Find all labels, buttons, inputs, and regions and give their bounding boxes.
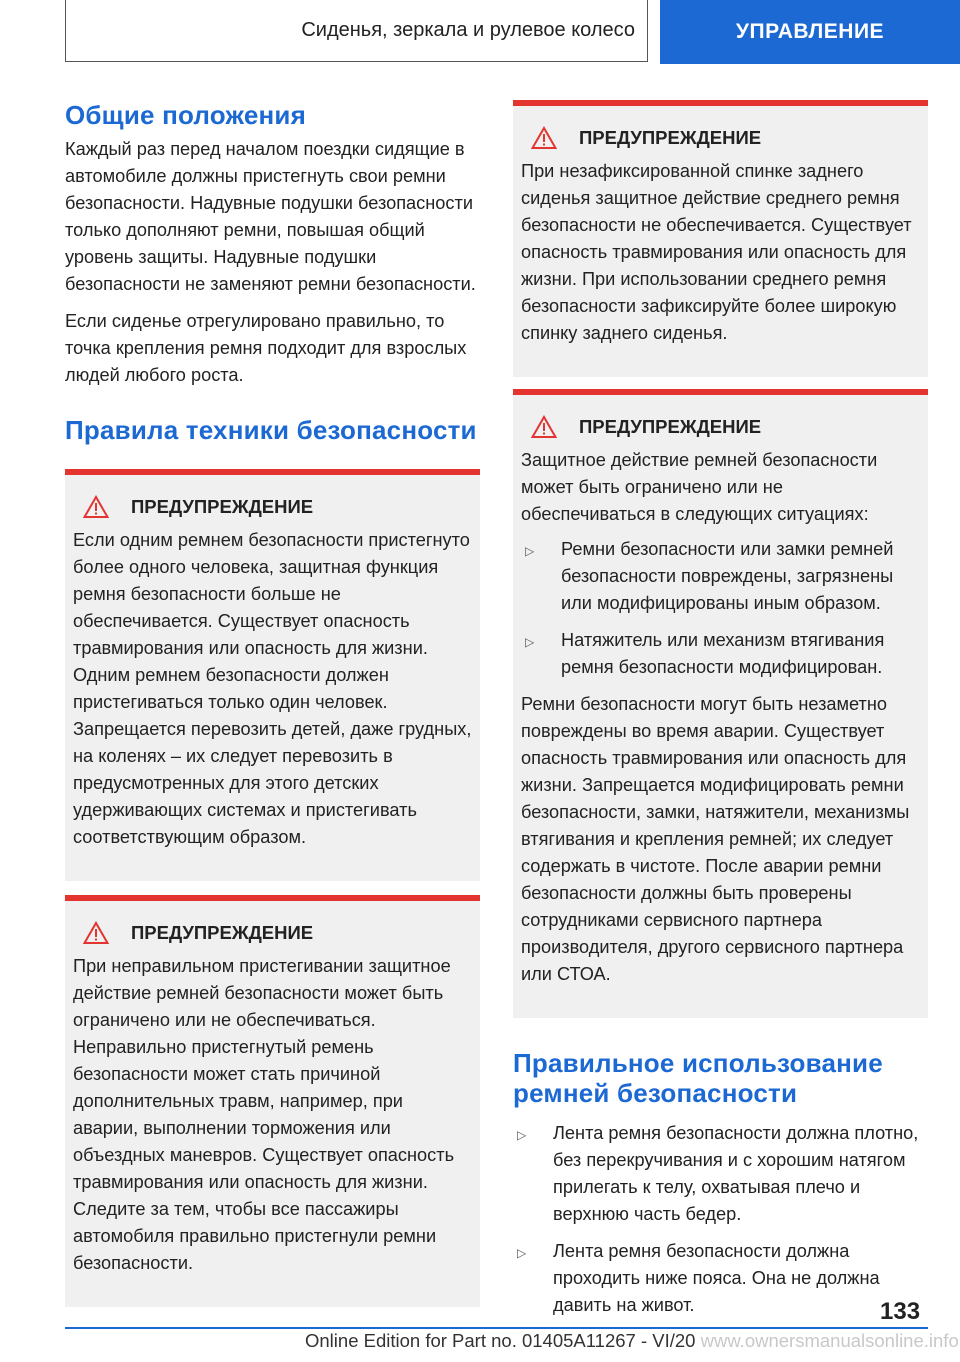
usage-list [513, 1120, 928, 1319]
footer [305, 1330, 959, 1352]
warning-title-text: ПРЕДУПРЕЖДЕНИЕ [579, 416, 762, 437]
warning-box [65, 895, 480, 1307]
triangle-bullet-icon: ▷ [517, 1128, 527, 1142]
triangle-bullet-icon: ▷ [517, 1246, 527, 1260]
warning-triangle-icon [83, 921, 109, 945]
warning-triangle-icon [531, 126, 557, 150]
warning-list [521, 536, 920, 681]
warning-title [73, 919, 472, 947]
left-column [65, 100, 480, 1307]
warning-intro: Защитное действие ремней безопасности может быть ограничено или не обеспечиваться в следующих ситуациях: [521, 450, 878, 524]
warning-text: Если одним ремнем безопасности пристегнуто более одного человека, защитная функция ремня безопасности больше не обеспечивается. Существует опасность травмирования или опасность для жизни. Одним ремнем безопасности должен пристегиваться только один человек. Запрещается перевозить детей, даже грудных, на коленях – их следует перевозить в предусмотренных для этого детских удерживающих системах и пристегивать соответствующим образом. [73, 530, 472, 847]
warning-text: При неправильном пристегивании защитное действие ремней безопасности может быть ограничено или не обеспечиваться. Неправильно пристегнутый ремень безопасности может стать причиной дополнительных травм, например, при аварии, выполнении торможения или объездных маневров. Существует опасность травмирования или опасность для жизни. Следите за тем, чтобы все пассажиры автомобиля правильно пристегнули ремни безопасности. [73, 956, 455, 1273]
warning-title [521, 413, 920, 441]
watermark-link[interactable]: www.ownersmanualsonline.info [700, 1330, 959, 1351]
page-number: 133 [880, 1298, 921, 1325]
warning-title [521, 124, 920, 152]
paragraph-general-2: Если сиденье отрегулировано правильно, то точка крепления ремня подходит для взрослых людей любого роста. [65, 311, 467, 385]
heading-general: Общие положения [65, 100, 306, 130]
section-tab[interactable] [660, 0, 960, 64]
warning-title-text: ПРЕДУПРЕЖДЕНИЕ [131, 922, 314, 943]
chapter-title: Сиденья, зеркала и рулевое колесо [301, 19, 635, 41]
triangle-bullet-icon: ▷ [525, 635, 535, 649]
list-item: ▷ Лента ремня безопасности должна плотно, без перекручивания и с хорошим натягом прилегать к телу, охватывая плечо и верхнюю часть бедер. [513, 1120, 928, 1228]
warning-box [513, 100, 928, 377]
list-item: ▷ Натяжитель или механизм втягивания ремня безопасности модифицирован. [521, 627, 920, 681]
paragraph-general-1: Каждый раз перед началом поездки сидящие в автомобиле должны пристегнуть свои ремни безопасности. Надувные подушки безопасности только дополняют ремни, повышая общий уровень защиты. Надувные подушки безопасности не заменяют ремни безопасности. [65, 139, 476, 294]
warning-box [513, 389, 928, 1018]
warning-title-text: ПРЕДУПРЕЖДЕНИЕ [131, 496, 314, 517]
warning-triangle-icon [531, 415, 557, 439]
heading-correct-use: Правильное использование ремней безопасности [513, 1048, 883, 1108]
list-item: ▷ Ремни безопасности или замки ремней безопасности повреждены, загрязнены или модифицированы иным образом. [521, 536, 920, 617]
warning-text: При незафиксированной спинке заднего сиденья защитное действие среднего ремня безопасности не обеспечивается. Существует опасность травмирования или опасность для жизни. При использовании среднего ремня безопасности зафиксируйте более широкую спинку заднего сиденья. [521, 161, 912, 343]
section-title: УПРАВЛЕНИЕ [735, 20, 885, 43]
edition-text: Online Edition for Part no. 01405A11267 - VI/20 [305, 1330, 696, 1351]
warning-title [73, 493, 472, 521]
footer-divider [65, 1327, 928, 1329]
warning-box [65, 469, 480, 881]
right-column [513, 100, 928, 1329]
heading-safety-rules: Правила техники безопасности [65, 415, 477, 445]
triangle-bullet-icon: ▷ [525, 544, 535, 558]
warning-triangle-icon [83, 495, 109, 519]
warning-outro: Ремни безопасности могут быть незаметно повреждены во время аварии. Существует опасность травмирования или опасность для жизни. Запрещается модифицировать ремни безопасности, замки, натяжители, механизмы втягивания и крепления ремней; их следует содержать в чистоте. После аварии ремни безопасности должны быть проверены сотрудниками сервисного партнера производителя, другого сервисного партнера или СТОА. [521, 694, 910, 984]
chapter-header [65, 0, 648, 62]
warning-title-text: ПРЕДУПРЕЖДЕНИЕ [579, 127, 762, 148]
list-item: ▷ Лента ремня безопасности должна проходить ниже пояса. Она не должна давить на живот. [513, 1238, 928, 1319]
